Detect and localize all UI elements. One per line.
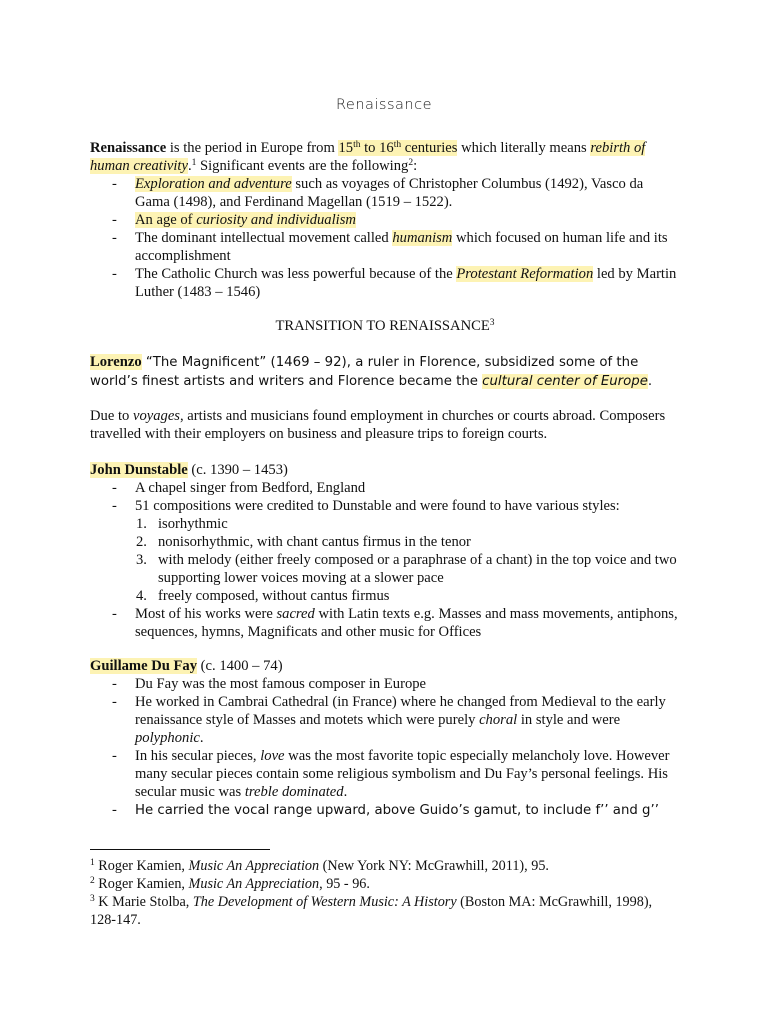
dunstable-section: John Dunstable (c. 1390 – 1453) - A chapel singer from Bedford, England - 51 compositions were credited to Dunstable and were found to have various styles: 1. isorhythmic 2. nonisorhythmic, with chant cantus firmus in the tenor 3. with melody (either freely composed or a paraphrase of a chant) in the top voice and two supporting lower voices moving at a slower pace 4. freely composed, without cantus firmus - Most of his works were sacred with Latin texts e.g. Masses and mass movements, antiphons, sequences, hymns, Magnificats and other music for Offices xyxy=(90,461,680,641)
footnote: $^2$ Roger Kamien, Music An Appreciation, 95 - 96. xyxy=(90,876,370,892)
list-item: - He carried the vocal range upward, above Guido’s gamut, to include f’’ and g’’ xyxy=(90,801,680,820)
list-item: - In his secular pieces, love was the most favorite topic especially melancholy love. However many secular pieces contain some religious symbolism and Du Fay’s personal feelings. His secular music was treble dominated. xyxy=(90,747,680,801)
dunstable-name: John Dunstable xyxy=(90,462,188,478)
footnote: $^1$ Roger Kamien, Music An Appreciation (New York NY: McGrawhill, 2011), 95. xyxy=(90,858,549,874)
section-heading: TRANSITION TO RENAISSANCE$^3$ xyxy=(275,318,495,334)
list-item: - He worked in Cambrai Cathedral (in France) where he changed from Medieval to the early renaissance style of Masses and motets which were purely choral in style and were polyphonic. xyxy=(90,693,680,747)
list-item: 3. with melody (either freely composed or a paraphrase of a chant) in the top voice and two supporting lower voices moving at a slower pace xyxy=(136,552,677,586)
voyages-paragraph: Due to voyages, artists and musicians found employment in churches or courts abroad. Composers travelled with their employers on business and pleasure trips to foreign courts. xyxy=(90,408,666,442)
list-item: - Exploration and adventure such as voyages of Christopher Columbus (1492), Vasco da Gama (1498), and Ferdinand Magellan (1519 – 1522). xyxy=(90,175,680,211)
list-item: - Du Fay was the most famous composer in Europe xyxy=(90,675,680,693)
list-item: - The Catholic Church was less powerful because of the Protestant Reformation led by Martin Luther (1483 – 1546) xyxy=(90,265,680,301)
events-list xyxy=(90,175,680,301)
footnote-ref: 2 xyxy=(408,158,414,168)
page-title: Renaissance xyxy=(335,97,433,113)
lorenzo-paragraph: Lorenzo “The Magnificent” (1469 – 92), a ruler in Florence, subsidized some of the world’s finest artists and writers and Florence became the cultural center of Europe. xyxy=(90,354,653,389)
footnotes xyxy=(90,857,680,929)
footnote-ref: 1 xyxy=(191,158,197,168)
list-item: 4. freely composed, without cantus firmus xyxy=(136,588,390,604)
styles-list xyxy=(90,515,680,605)
rebirth-highlight-cont: human creativity xyxy=(90,158,188,174)
footnote-ref: 3 xyxy=(489,318,495,328)
footnote: $^3$ K Marie Stolba, The Development of Western Music: A History (Boston MA: McGrawhill, 1998), 128-147. xyxy=(90,894,653,928)
lorenzo-name: Lorenzo xyxy=(90,354,142,370)
dufay-section: Guillame Du Fay (c. 1400 – 74) - Du Fay was the most famous composer in Europe - He worked in Cambrai Cathedral (in France) where he changed from Medieval to the early renaissance style of Masses and motets which were purely choral in style and were polyphonic. - In his secular pieces, love was the most favorite topic especially melancholy love. However many secular pieces contain some religious symbolism and Du Fay’s personal feelings. His secular music was treble dominated. - He carried the vocal range upward, above Guido’s gamut, to include f’’ and g’’ xyxy=(90,657,680,820)
intro-paragraph: Renaissance is the period in Europe from 15th to 16th centuries which literally means rebirth of human creativity.$^1$ Significant events are the following$^2$: xyxy=(90,140,646,174)
list-item: - The dominant intellectual movement called humanism which focused on human life and its accomplishment xyxy=(90,229,680,265)
century-highlight: 15th to 16th centuries xyxy=(338,140,458,156)
list-item: - An age of curiosity and individualism xyxy=(90,211,680,229)
list-item: 2. nonisorhythmic, with chant cantus firmus in the tenor xyxy=(136,534,471,550)
list-item: - 51 compositions were credited to Dunstable and were found to have various styles: xyxy=(90,497,680,515)
intro-term: Renaissance xyxy=(90,140,167,156)
footnote-divider xyxy=(90,849,270,850)
list-item: - Most of his works were sacred with Latin texts e.g. Masses and mass movements, antiphons, sequences, hymns, Magnificats and other music for Offices xyxy=(90,605,680,641)
rebirth-highlight: rebirth of xyxy=(590,140,646,156)
list-item: - A chapel singer from Bedford, England xyxy=(90,479,680,497)
dufay-name: Guillame Du Fay xyxy=(90,658,198,674)
intro-section xyxy=(90,139,680,301)
list-item: 1. isorhythmic xyxy=(136,516,228,532)
